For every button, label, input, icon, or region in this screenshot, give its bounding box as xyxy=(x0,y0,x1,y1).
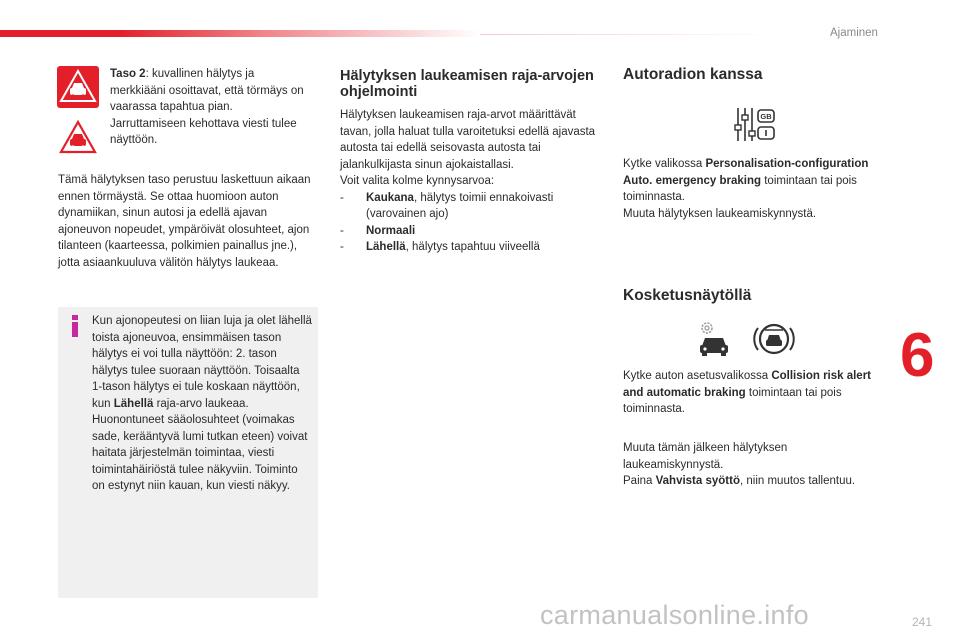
threshold-text xyxy=(340,107,602,256)
option-normal: Normaali xyxy=(366,224,416,237)
car-settings-icon xyxy=(700,323,728,356)
settings-sliders-icon xyxy=(733,105,777,145)
info-box xyxy=(58,307,318,598)
info-text-1: Kun ajonopeutesi on liian luja ja olet lähellä toista ajoneuvoa, ensimmäisen tason hälytys ei voi tulla näyttöön: 2. tason hälytys tulee suoraan näyttöön. Toisaalta 1-tason hälytys ei tule koskaan näyttöön, kun xyxy=(92,315,312,410)
header-accent-bar xyxy=(0,30,480,37)
watermark: carmanualsonline.info xyxy=(540,600,809,630)
list-item: - Lähellä, hälytys tapahtuu viiveellä xyxy=(340,241,540,253)
touchscreen-menu-path: Collision risk alert and automatic braking xyxy=(623,370,872,399)
threshold-intro: Hälytyksen laukeamisen raja-arvot määrittävät tavan, jolla haluat tulla varoitetuksi edellä ajavasta autosta tai edellä seisovasta autosta tai jalankulkijasta sinun ajokaistallasi. xyxy=(340,109,596,171)
info-text-2: raja-arvo laukeaa. xyxy=(153,397,249,410)
level-2-label: Taso 2 xyxy=(110,68,146,80)
info-text-bold: Lähellä xyxy=(113,397,154,410)
touchscreen-heading: Kosketusnäytöllä xyxy=(623,287,752,304)
alert-red-icon xyxy=(57,66,99,108)
info-icon xyxy=(70,315,80,335)
radio-text: Kytke valikossa Personalisation-configuration Auto. emergency braking toimintaan tai pois toiminnasta. Muuta hälytyksen laukeamiskynnystä. xyxy=(623,158,869,220)
page-number: 241 xyxy=(912,615,933,629)
info-box-text xyxy=(92,313,312,495)
chapter-number: 6 xyxy=(900,321,935,390)
level-2-text: : kuvallinen hälytys ja merkkiääni osoittavat, että törmäys on vaarassa tapahtua pian. Jarruttamiseen kehottava viesti tulee näyttöön. xyxy=(110,68,304,146)
touchscreen-text: Kytke auton asetusvalikossa Collision risk alert and automatic braking toimintaan tai pois toiminnasta. xyxy=(623,370,872,415)
radio-heading: Autoradion kanssa xyxy=(623,66,763,83)
level-2-description xyxy=(110,66,310,149)
confirm-label: Vahvista syöttö xyxy=(655,475,740,487)
option-near: Lähellä xyxy=(366,241,406,253)
alert-white-icon xyxy=(57,117,99,159)
threshold-heading: Hälytyksen laukeamisen raja-arvojen ohjelmointi xyxy=(340,68,594,100)
info-text-3: Huonontuneet sääolosuhteet (voimakas sade, kerääntyvä lumi tutkan eteen) voivat haitata järjestelmän toimintaa, viesti toimintahäiriöstä tulee näkyviin. Toiminto on estynyt niin kauan, kun viesti näkyy. xyxy=(92,414,308,492)
alert-level-paragraph: Tämä hälytyksen taso perustuu laskettuun aikaan ennen törmäystä. Se ottaa huomioon auton dynamiikan, sinun autosi ja edellä ajavan ajoneuvon nopeudet, ympäröivät olosuhteet, ajon tilanteen (kaarteessa, polkimien painallus jne.), jotta asiaankuuluva välitön hälytys laukeaa. xyxy=(58,174,311,269)
radio-menu-path: Personalisation-configuration Auto. emergency braking xyxy=(623,158,869,187)
touchscreen-icons xyxy=(697,320,797,360)
list-item: - Kaukana, hälytys toimii ennakoivasti (varovainen ajo) xyxy=(340,191,554,220)
threshold-choose: Voit valita kolme kynnysarvoa: xyxy=(340,175,495,187)
touchscreen-threshold-text: Muuta tämän jälkeen hälytyksen laukeamiskynnystä. Paina Vahvista syöttö, niin muutos tallentuu. xyxy=(623,442,856,487)
svg-text:GB: GB xyxy=(760,112,772,121)
list-item: - Normaali xyxy=(340,224,416,237)
collision-alert-icon xyxy=(754,325,794,353)
header-accent-line xyxy=(480,34,780,35)
chapter-title: Ajaminen xyxy=(830,27,878,39)
option-far: Kaukana xyxy=(366,191,414,204)
